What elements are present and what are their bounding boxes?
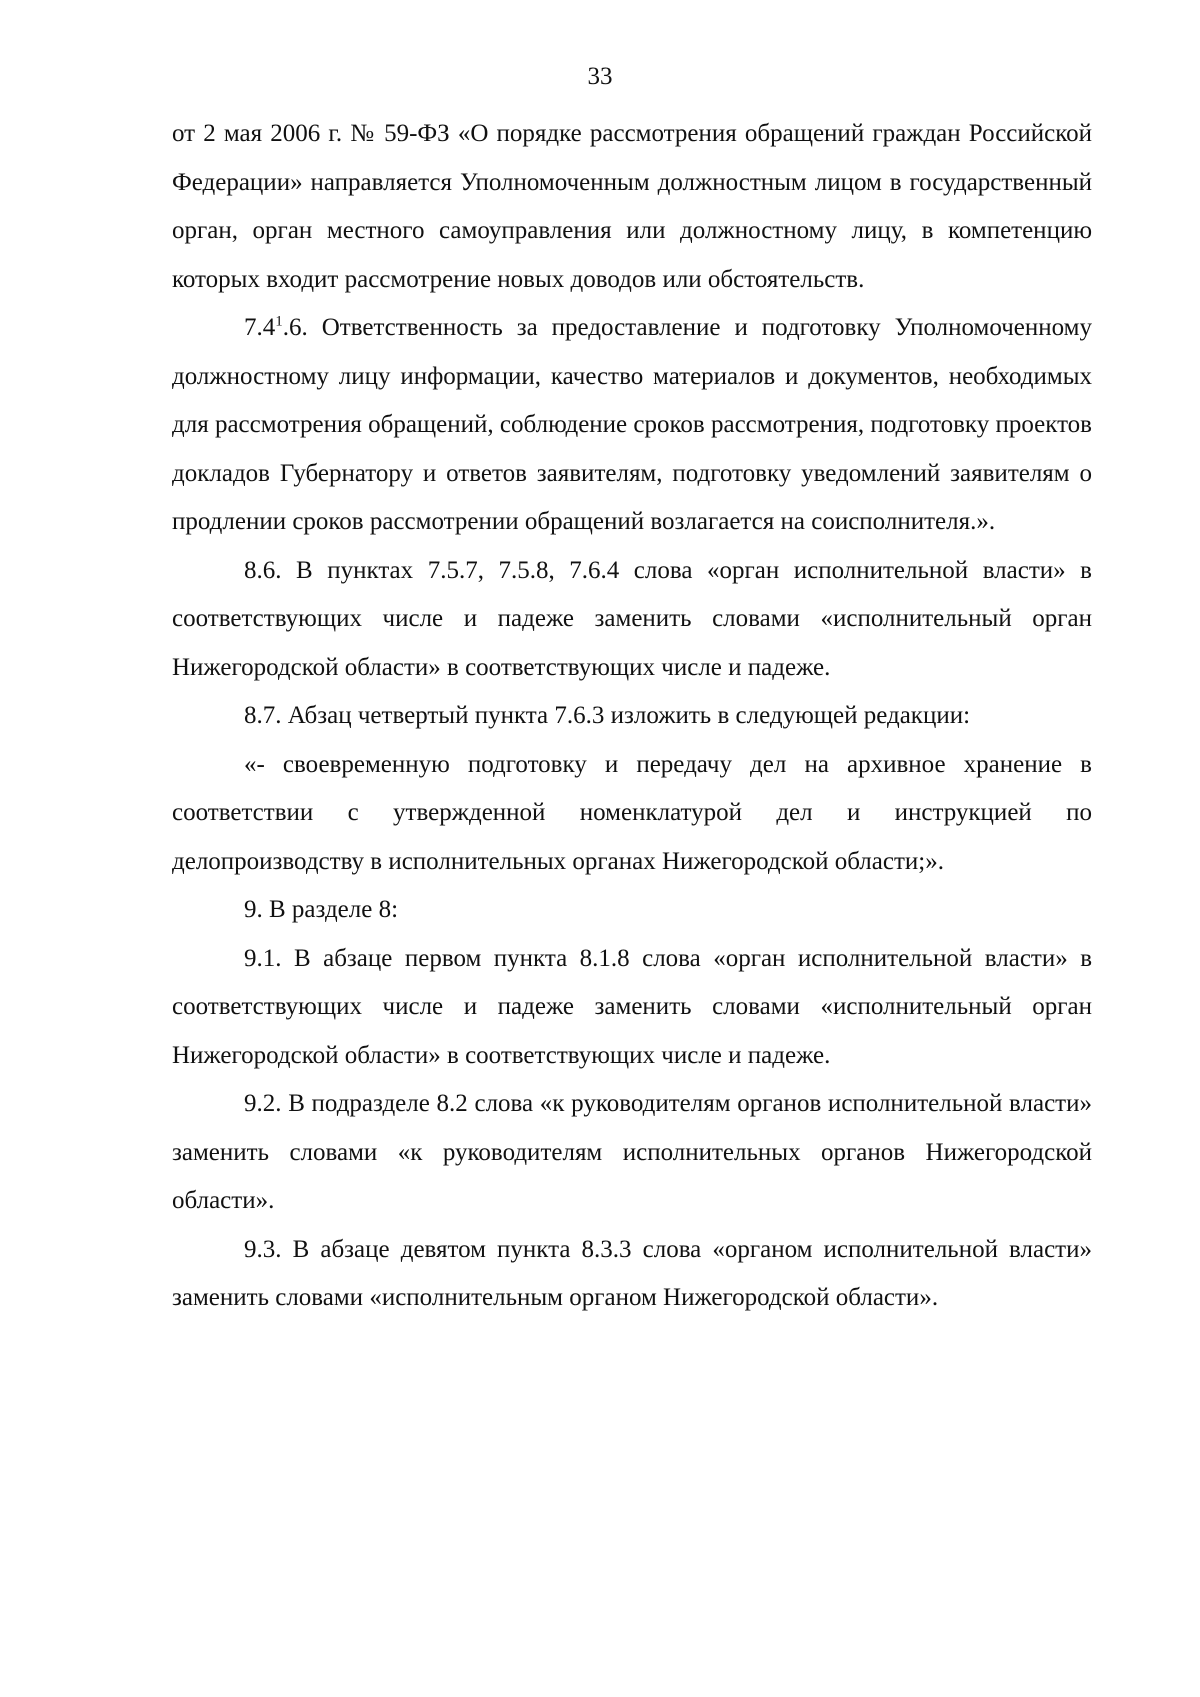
- paragraph-9-1: 9.1. В абзаце первом пункта 8.1.8 слова «орган исполнительной власти» в соответствующих числе и падеже заменить словами «исполнительный орган Нижегородской области» в соответствующих числе и падеже.: [172, 944, 1092, 1069]
- paragraph-7-4-1-6: [172, 304, 1092, 547]
- clause-number-superscript: 1: [275, 313, 283, 330]
- paragraph-9: 9. В разделе 8:: [244, 896, 399, 923]
- clause-number: 7.4: [244, 314, 276, 341]
- paragraph-8-7-quote: «- своевременную подготовку и передачу дел на архивное хранение в соответствии с утвержденной номенклатурой дел и инструкцией по делопроизводству в исполнительных органах Нижегородской области;».: [172, 750, 1092, 875]
- paragraph-8-6: 8.6. В пунктах 7.5.7, 7.5.8, 7.6.4 слова «орган исполнительной власти» в соответствующих числе и падеже заменить словами «исполнительный орган Нижегородской области» в соответствующих числе и падеже.: [172, 556, 1092, 681]
- paragraph-9-3: 9.3. В абзаце девятом пункта 8.3.3 слова «органом исполнительной власти» заменить словами «исполнительным органом Нижегородской области».: [172, 1235, 1092, 1311]
- clause-text: Ответственность за предоставление и подготовку Уполномоченному должностному лицу информации, качество материалов и документов, необходимых для рассмотрения обращений, соблюдение сроков рассмотрения, подготовку проектов докладов Губернатору и ответов заявителям, подготовку уведомлений заявителям о продлении сроков рассмотрении обращений возлагается на соисполнителя.».: [172, 314, 1092, 535]
- paragraph-9-2: 9.2. В подразделе 8.2 слова «к руководителям органов исполнительной власти» заменить словами «к руководителям исполнительных органов Нижегородской области».: [172, 1090, 1092, 1214]
- paragraph-8-7: 8.7. Абзац четвертый пункта 7.6.3 изложить в следующей редакции:: [244, 702, 971, 729]
- clause-number-suffix: .6.: [282, 314, 308, 341]
- paragraph-continuation: от 2 мая 2006 г. № 59-ФЗ «О порядке рассмотрения обращений граждан Российской Федерации» направляется Уполномоченным должностным лицом в государственный орган, орган местного самоуправления или должностному лицу, в компетенцию которых входит рассмотрение новых доводов или обстоятельств.: [172, 120, 1092, 293]
- document-body: [172, 110, 1092, 1323]
- page-number: 33: [587, 63, 613, 90]
